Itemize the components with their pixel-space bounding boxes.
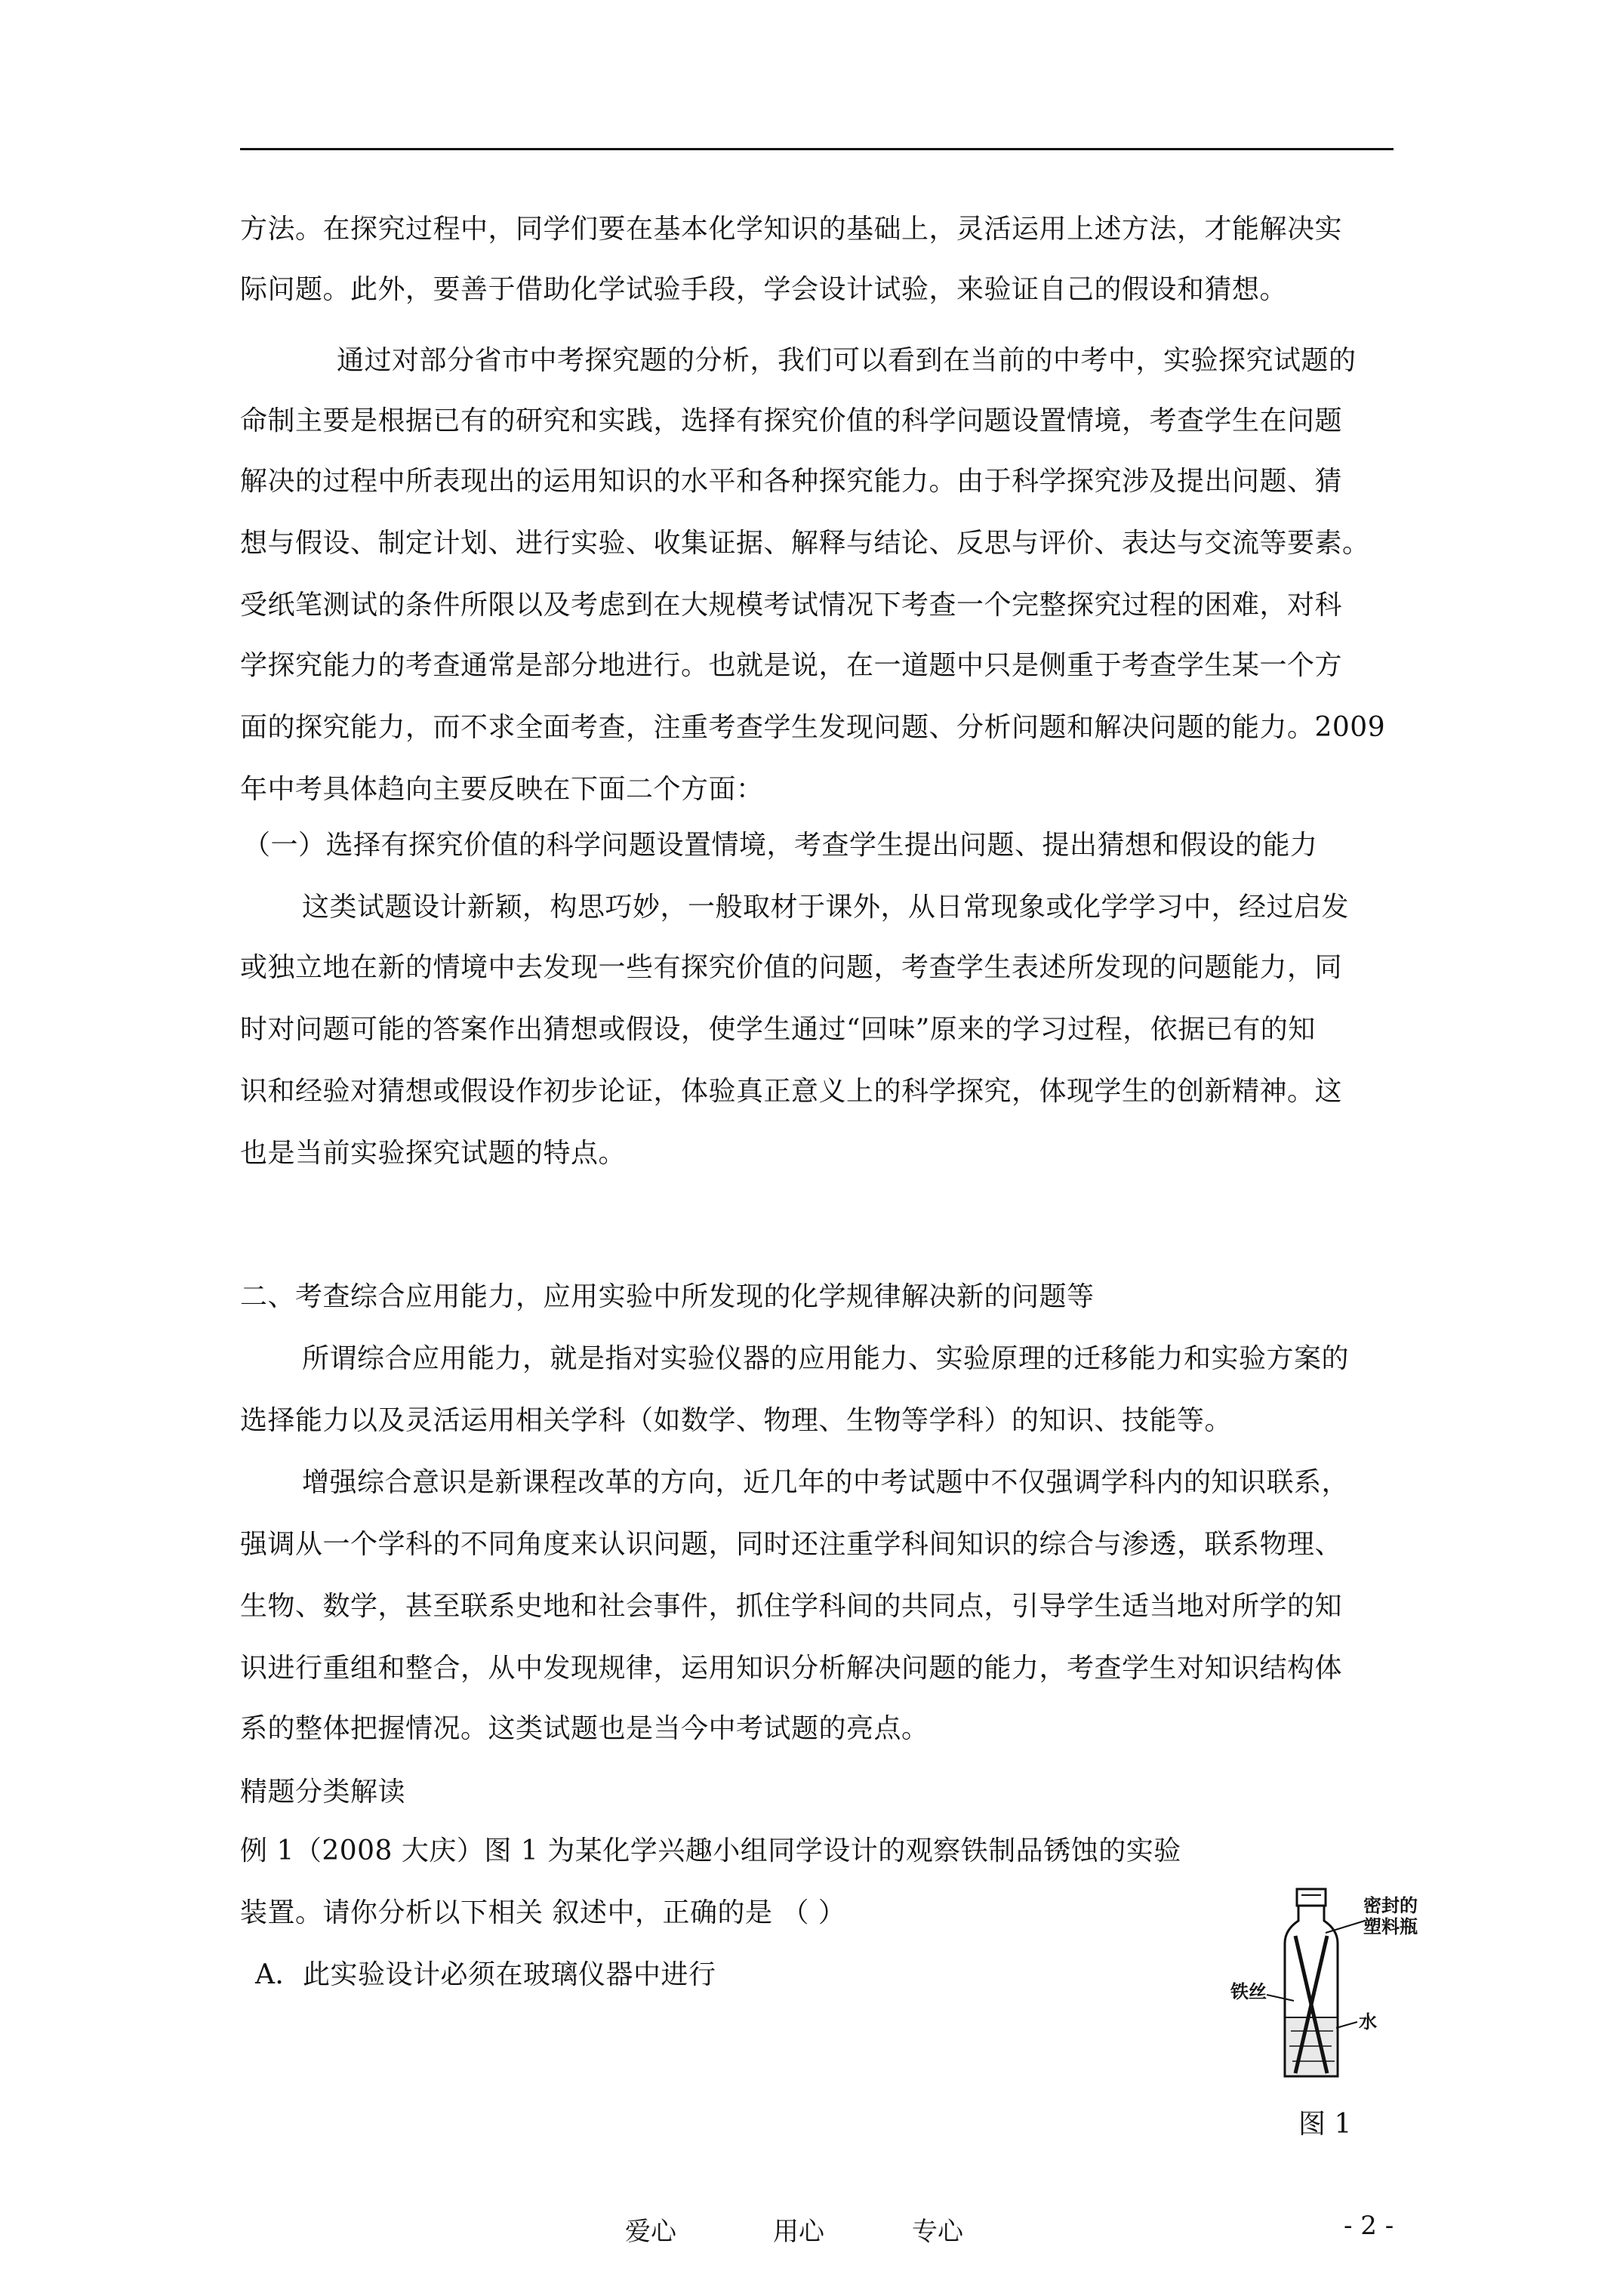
bottle-cap — [1297, 1889, 1326, 1906]
footer-text: 爱心 — [625, 2217, 676, 2247]
label-plastic-bottle: 塑料瓶 — [1363, 1916, 1418, 1937]
text-line: 生物、数学，甚至联系史地和社会事件，抓住学科间的共同点，引导学生适当地对所学的知 — [240, 1591, 1343, 1622]
section-heading: 二、考查综合应用能力，应用实验中所发现的化学规律解决新的问题等 — [240, 1281, 1095, 1312]
text-line: 或独立地在新的情境中去发现一些有探究价值的问题，考查学生表述所发现的问题能力，同 — [240, 952, 1343, 983]
text-line: 方法。在探究过程中，同学们要在基本化学知识的基础上，灵活运用上述方法，才能解决实 — [240, 214, 1343, 245]
text-line: 解决的过程中所表现出的运用知识的水平和各种探究能力。由于科学探究涉及提出问题、猜 — [240, 466, 1343, 497]
label-sealed: 密封的 — [1363, 1895, 1418, 1916]
text-line: 增强综合意识是新课程改革的方向，近几年的中考试题中不仅强调学科内的知识联系， — [302, 1467, 1350, 1498]
text-line: 际问题。此外，要善于借助化学试验手段，学会设计试验，来验证自己的假设和猜想。 — [240, 274, 1288, 305]
text-line: 强调从一个学科的不同角度来认识问题，同时还注重学科间知识的综合与渗透，联系物理、 — [240, 1529, 1343, 1560]
text-line: 面的探究能力，而不求全面考查，注重考查学生发现问题、分析问题和解决问题的能力。2009 — [240, 712, 1386, 743]
footer-text: 用心 — [773, 2217, 824, 2247]
text-line: 学探究能力的考查通常是部分地进行。也就是说，在一道题中只是侧重于考查学生某一个方 — [240, 650, 1343, 681]
text-line: 也是当前实验探究试题的特点。 — [240, 1138, 627, 1169]
figure-caption: 图 1 — [1298, 2109, 1352, 2140]
text-line: 系的整体把握情况。这类试题也是当今中考试题的亮点。 — [240, 1713, 929, 1744]
question-text: 装置。请你分析以下相关 叙述中，正确的是 （ ） — [240, 1897, 846, 1928]
text-line: 年中考具体趋向主要反映在下面二个方面： — [240, 774, 764, 805]
text-line: 选择能力以及灵活运用相关学科（如数学、物理、生物等学科）的知识、技能等。 — [240, 1405, 1233, 1436]
text-line: 通过对部分省市中考探究题的分析，我们可以看到在当前的中考中，实验探究试题的 — [337, 345, 1357, 376]
text-line: 识和经验对猜想或假设作初步论证，体验真正意义上的科学探究，体现学生的创新精神。这 — [240, 1076, 1343, 1107]
text-line: 受纸笔测试的条件所限以及考虑到在大规模考试情况下考查一个完整探究过程的困难，对科 — [240, 590, 1343, 621]
section-heading: 精题分类解读 — [240, 1777, 406, 1808]
text-line: 命制主要是根据已有的研究和实践，选择有探究价值的科学问题设置情境，考查学生在问题 — [240, 405, 1343, 436]
section-heading: （一）选择有探究价值的科学问题设置情境，考查学生提出问题、提出猜想和假设的能力 — [243, 830, 1318, 861]
page-number: - 2 - — [1344, 2211, 1394, 2241]
text-line: 想与假设、制定计划、进行实验、收集证据、解释与结论、反思与评价、表达与交流等要素。 — [240, 528, 1370, 559]
header-rule — [240, 148, 1394, 150]
text-line: 这类试题设计新颖，构思巧妙，一般取材于课外，从日常现象或化学学习中，经过启发 — [302, 892, 1350, 923]
bottle-figure — [1230, 1888, 1419, 2114]
label-iron-wire: 铁丝 — [1230, 1981, 1267, 2002]
text-line: 识进行重组和整合，从中发现规律，运用知识分析解决问题的能力，考查学生对知识结构体 — [240, 1653, 1343, 1684]
text-line: 时对问题可能的答案作出猜想或假设，使学生通过“回味”原来的学习过程，依据已有的知 — [240, 1014, 1316, 1045]
question-text: 例 1（2008 大庆）图 1 为某化学兴趣小组同学设计的观察铁制品锈蚀的实验 — [240, 1835, 1181, 1866]
text-line: 所谓综合应用能力，就是指对实验仪器的应用能力、实验原理的迁移能力和实验方案的 — [302, 1343, 1350, 1374]
option-a: A．此实验设计必须在玻璃仪器中进行 — [255, 1959, 716, 1990]
label-water: 水 — [1359, 2011, 1377, 2032]
footer-text: 专心 — [912, 2217, 963, 2247]
